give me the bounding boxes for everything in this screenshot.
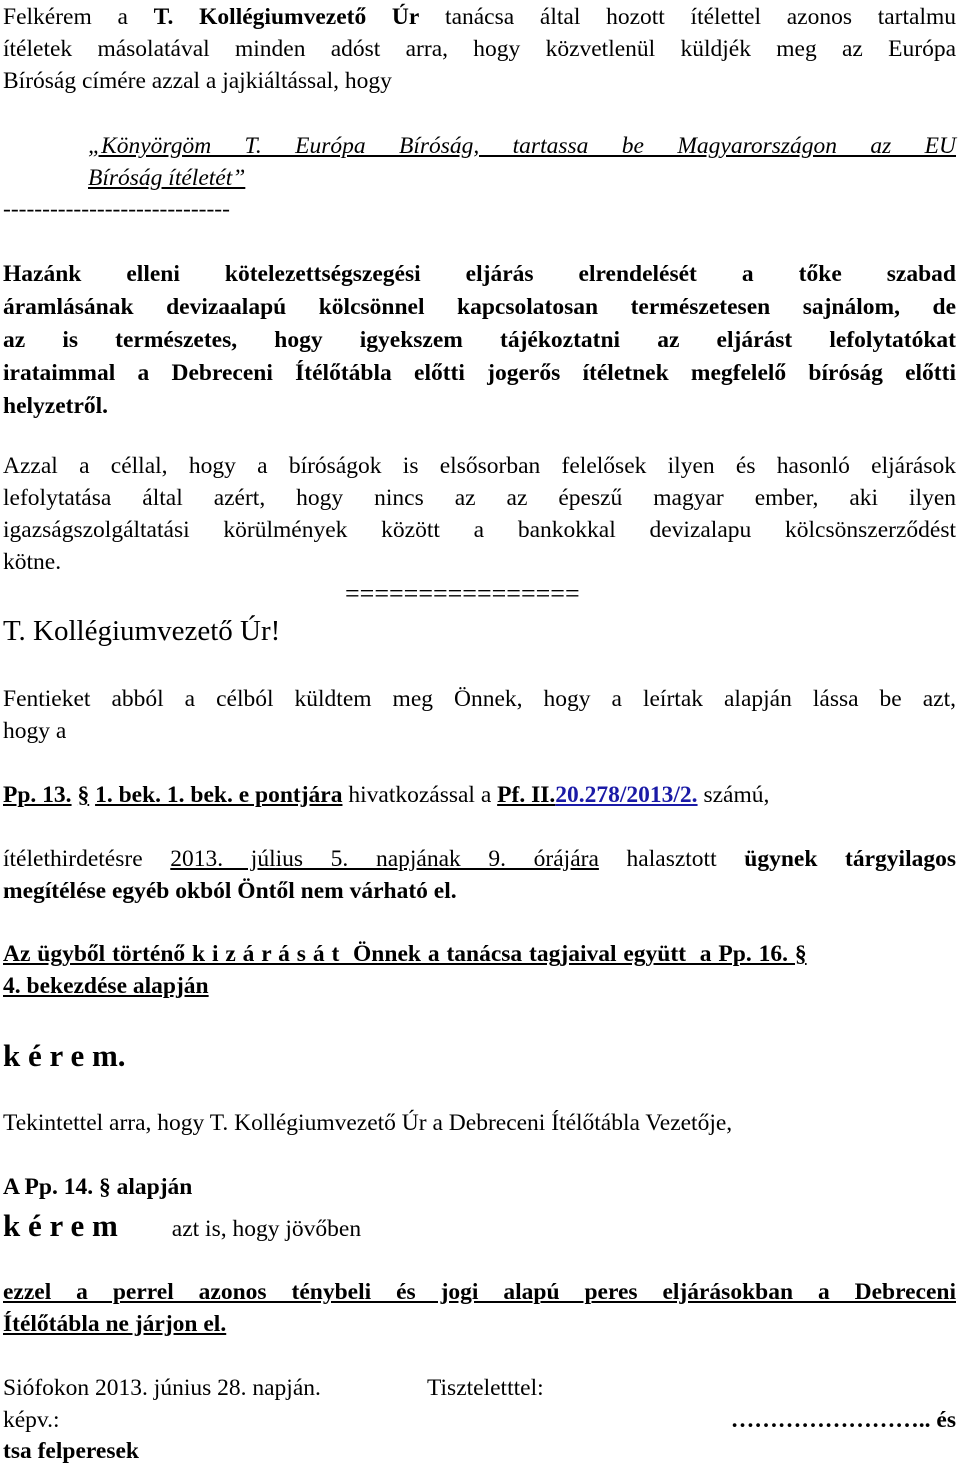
kerem-1: k é r e m. bbox=[3, 1038, 126, 1073]
signature-regards: Tiszteletttel: bbox=[427, 1375, 544, 1401]
kerem-2-line: k é r e m azt is, hogy jövőben bbox=[3, 1208, 362, 1243]
request-paragraph bbox=[3, 683, 956, 747]
postponement-line-2: megítélése egyéb okból Öntől nem várható el. bbox=[3, 878, 457, 904]
signature-dots: …………………….. és bbox=[730, 1407, 956, 1433]
infringement-line-2: áramlásának devizaalapú kölcsönnel kapcsolatosan természetesen sajnálom, de bbox=[3, 294, 956, 320]
purpose-line-3: igazságszolgáltatási körülmények között a bankokkal devizalapu kölcsönszerződést bbox=[3, 517, 956, 543]
infringement-line-4: irataimmal a Debreceni Ítélőtábla előtti jogerős ítéletnek megfelelő bíróság előtti bbox=[3, 360, 956, 386]
purpose-line-4: kötne. bbox=[3, 549, 62, 575]
exclusion-line-2: 4. bekezdése alapján bbox=[3, 973, 209, 999]
kerem-2: k é r e m bbox=[3, 1208, 118, 1243]
reference-line: Pp. 13. § 1. bek. 1. bek. e pontjára hivatkozással a Pf. II.20.278/2013/2. számú, bbox=[3, 782, 770, 808]
salutation: T. Kollégiumvezető Úr! bbox=[3, 615, 281, 647]
equals-divider: ================ bbox=[345, 579, 580, 608]
plea-quote bbox=[88, 130, 956, 194]
signature-plaintiffs: tsa felperesek bbox=[3, 1438, 139, 1464]
regard-line: Tekintettel arra, hogy T. Kollégiumvezető Úr a Debreceni Ítélőtábla Vezetője, bbox=[3, 1110, 733, 1136]
intro-paragraph bbox=[3, 1, 956, 97]
purpose-line-1: Azzal a céllal, hogy a bíróságok is elsősorban felelősek ilyen és hasonló eljárások bbox=[3, 453, 956, 479]
exclusion-line-1: Az ügyből történő k i z á r á s á t Önnek a tanácsa tagjaival együtt a Pp. 16. § bbox=[3, 941, 807, 967]
dash-divider: ----------------------------- bbox=[3, 196, 230, 222]
request-line-2: hogy a bbox=[3, 718, 67, 744]
final-request-line-2: Ítélőtábla ne járjon el. bbox=[3, 1311, 227, 1337]
postponement-paragraph bbox=[3, 843, 956, 907]
infringement-line-5: helyzetről. bbox=[3, 393, 109, 419]
final-request-paragraph bbox=[3, 1276, 956, 1340]
infringement-paragraph bbox=[3, 258, 956, 423]
purpose-line-2: lefolytatása által azért, hogy nincs az az épeszű magyar ember, aki ilyen bbox=[3, 485, 956, 511]
exclusion-paragraph bbox=[3, 938, 956, 1002]
postponement-line-1: ítélethirdetésre 2013. július 5. napjának 9. órájára halasztott ügynek tárgyilagos bbox=[3, 846, 956, 872]
infringement-line-3: az is természetes, hogy igyekszem tájékoztatni az eljárást lefolytatókat bbox=[3, 327, 956, 353]
plea-line-1: „Könyörgöm T. Európa Bíróság, tartassa be Magyarországon az EU bbox=[88, 133, 956, 159]
purpose-paragraph bbox=[3, 450, 956, 578]
intro-line-2: ítéletek másolatával minden adóst arra, hogy közvetlenül küldjék meg az Európa bbox=[3, 36, 956, 62]
request-line-1: Fentieket abból a célból küldtem meg Önnek, hogy a leírtak alapján lássa be azt, bbox=[3, 686, 956, 712]
pp14-line: A Pp. 14. § alapján bbox=[3, 1174, 193, 1200]
signature-kepv: képv.: bbox=[3, 1407, 60, 1433]
final-request-line-1: ezzel a perrel azonos ténybeli és jogi alapú peres eljárásokban a Debreceni bbox=[3, 1279, 956, 1305]
intro-line-1: Felkérem a T. Kollégiumvezető Úr tanácsa által hozott ítélettel azonos tartalmu bbox=[3, 4, 956, 30]
intro-line-3: Bíróság címére azzal a jajkiáltással, hogy bbox=[3, 68, 392, 94]
signature-place-date: Siófokon 2013. június 28. napján. bbox=[3, 1375, 321, 1401]
plea-line-2: Bíróság ítéletét” bbox=[88, 165, 246, 191]
infringement-line-1: Hazánk elleni kötelezettségszegési eljárás elrendelését a tőke szabad bbox=[3, 261, 956, 287]
